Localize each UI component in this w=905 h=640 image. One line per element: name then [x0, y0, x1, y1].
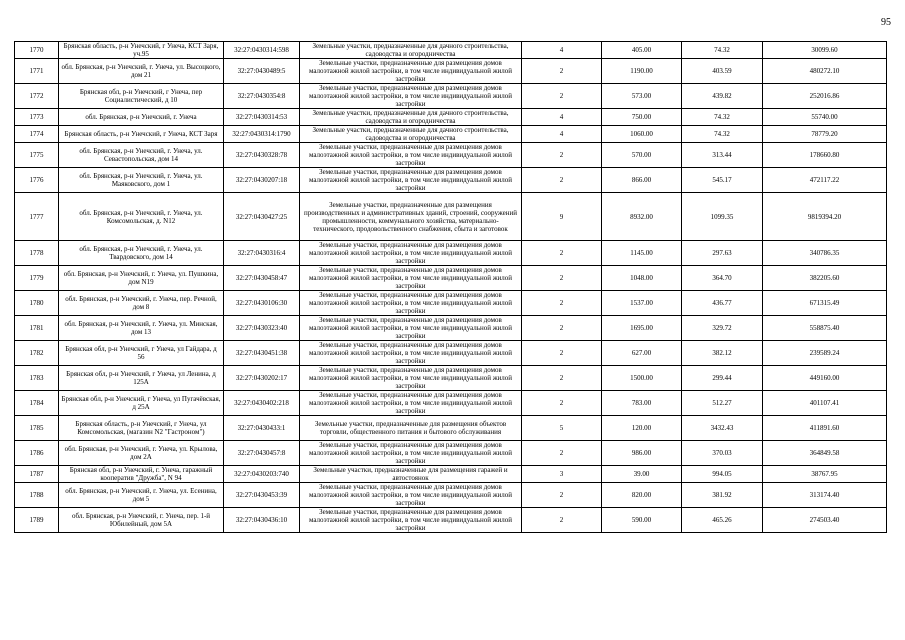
address-cell: Брянская обл, р-н Унечский, г Унеча, ул Ленина, д 125А: [59, 366, 224, 391]
row-number-cell: 1774: [15, 126, 59, 143]
address-cell: обл. Брянская, р-н Унечский, г. Унеча, ул. Есенина, дом 5: [59, 483, 224, 508]
cadastral-number-cell: 32:27:0430457:8: [224, 441, 300, 466]
area-cell: 120.00: [602, 416, 682, 441]
area-cell: 1145.00: [602, 241, 682, 266]
row-number-cell: 1786: [15, 441, 59, 466]
address-cell: обл. Брянская, р-н Унечский, г. Унеча, ул. Маяковского, дом 1: [59, 168, 224, 193]
land-use-cell: Земельные участки, предназначенные для дачного строительства, садоводства и огородничества: [300, 126, 522, 143]
cadastral-value-cell: 239589.24: [763, 341, 887, 366]
land-use-cell: Земельные участки, предназначенные для размещения домов малоэтажной жилой застройки, в том числе индивидуальной жилой застройки: [300, 316, 522, 341]
specific-value-cell: 465.26: [682, 508, 763, 533]
row-number-cell: 1785: [15, 416, 59, 441]
address-cell: обл. Брянская, р-н Унечский, г. Унеча, ул. Комсомольская, д. N12: [59, 193, 224, 241]
table-row: [15, 441, 887, 466]
table-row: [15, 126, 887, 143]
cadastral-number-cell: 32:27:0430458:47: [224, 266, 300, 291]
row-number-cell: 1770: [15, 42, 59, 59]
land-use-cell: Земельные участки, предназначенные для размещения домов малоэтажной жилой застройки, в том числе индивидуальной жилой застройки: [300, 483, 522, 508]
specific-value-cell: 329.72: [682, 316, 763, 341]
address-cell: Брянская обл, р-н Унечский, г Унеча, ул Гайдара, д 56: [59, 341, 224, 366]
specific-value-cell: 545.17: [682, 168, 763, 193]
row-number-cell: 1783: [15, 366, 59, 391]
area-cell: 570.00: [602, 143, 682, 168]
table-row: [15, 391, 887, 416]
specific-value-cell: 74.32: [682, 42, 763, 59]
row-number-cell: 1771: [15, 59, 59, 84]
row-number-cell: 1773: [15, 109, 59, 126]
cadastral-value-cell: 55740.00: [763, 109, 887, 126]
land-use-cell: Земельные участки, предназначенные для размещения гаражей и автостоянок: [300, 466, 522, 483]
page-number: 95: [881, 17, 891, 28]
group-cell: 2: [522, 483, 602, 508]
address-cell: Брянская обл, р-н Унечский, г. Унеча, гаражный кооператив "Дружба", N 94: [59, 466, 224, 483]
area-cell: 590.00: [602, 508, 682, 533]
cadastral-number-cell: 32:27:0430323:40: [224, 316, 300, 341]
row-number-cell: 1779: [15, 266, 59, 291]
group-cell: 2: [522, 391, 602, 416]
row-number-cell: 1781: [15, 316, 59, 341]
cadastral-value-cell: 480272.10: [763, 59, 887, 84]
land-use-cell: Земельные участки, предназначенные для размещения домов малоэтажной жилой застройки, в том числе индивидуальной жилой застройки: [300, 391, 522, 416]
cadastral-number-cell: 32:27:0430453:39: [224, 483, 300, 508]
cadastral-number-cell: 32:27:0430106:30: [224, 291, 300, 316]
land-use-cell: Земельные участки, предназначенные для размещения домов малоэтажной жилой застройки, в том числе индивидуальной жилой застройки: [300, 266, 522, 291]
area-cell: 39.00: [602, 466, 682, 483]
area-cell: 986.00: [602, 441, 682, 466]
address-cell: Брянская область, р-н Унечский, г Унеча, ул Комсомольская, (магазин N2 "Гастроном"): [59, 416, 224, 441]
cadastral-number-cell: 32:27:0430314:598: [224, 42, 300, 59]
group-cell: 5: [522, 416, 602, 441]
cadastral-number-cell: 32:27:0430316:4: [224, 241, 300, 266]
land-use-cell: Земельные участки, предназначенные для размещения домов малоэтажной жилой застройки, в том числе индивидуальной жилой застройки: [300, 59, 522, 84]
group-cell: 2: [522, 168, 602, 193]
group-cell: 2: [522, 241, 602, 266]
land-use-cell: Земельные участки, предназначенные для размещения домов малоэтажной жилой застройки, в том числе индивидуальной жилой застройки: [300, 291, 522, 316]
area-cell: 820.00: [602, 483, 682, 508]
table-row: [15, 416, 887, 441]
address-cell: обл. Брянская, р-н Унечский, г. Унеча, ул. Высоцкого, дом 21: [59, 59, 224, 84]
land-use-cell: Земельные участки, предназначенные для размещения домов малоэтажной жилой застройки, в том числе индивидуальной жилой застройки: [300, 84, 522, 109]
table-row: [15, 483, 887, 508]
area-cell: 627.00: [602, 341, 682, 366]
cadastral-value-cell: 411891.60: [763, 416, 887, 441]
land-use-cell: Земельные участки, предназначенные для размещения домов малоэтажной жилой застройки, в том числе индивидуальной жилой застройки: [300, 241, 522, 266]
cadastral-value-cell: 178660.80: [763, 143, 887, 168]
group-cell: 2: [522, 316, 602, 341]
cadastral-number-cell: 32:27:0430202:17: [224, 366, 300, 391]
group-cell: 2: [522, 341, 602, 366]
cadastral-value-table: [14, 41, 887, 533]
area-cell: 866.00: [602, 168, 682, 193]
row-number-cell: 1789: [15, 508, 59, 533]
area-cell: 1048.00: [602, 266, 682, 291]
specific-value-cell: 364.70: [682, 266, 763, 291]
cadastral-value-cell: 313174.40: [763, 483, 887, 508]
land-use-cell: Земельные участки, предназначенные для размещения домов малоэтажной жилой застройки, в том числе индивидуальной жилой застройки: [300, 441, 522, 466]
cadastral-number-cell: 32:27:0430314:1790: [224, 126, 300, 143]
table-row: [15, 466, 887, 483]
row-number-cell: 1787: [15, 466, 59, 483]
group-cell: 2: [522, 441, 602, 466]
cadastral-value-cell: 671315.49: [763, 291, 887, 316]
cadastral-value-cell: 558875.40: [763, 316, 887, 341]
area-cell: 1695.00: [602, 316, 682, 341]
table-row: [15, 42, 887, 59]
row-number-cell: 1772: [15, 84, 59, 109]
cadastral-number-cell: 32:27:0430451:38: [224, 341, 300, 366]
table-body: [15, 42, 887, 533]
specific-value-cell: 313.44: [682, 143, 763, 168]
cadastral-number-cell: 32:27:0430433:1: [224, 416, 300, 441]
address-cell: Брянская область, р-н Унечский, г Унеча, КСТ Заря: [59, 126, 224, 143]
table-row: [15, 366, 887, 391]
specific-value-cell: 381.92: [682, 483, 763, 508]
table-row: [15, 508, 887, 533]
land-use-cell: Земельные участки, предназначенные для размещения производственных и административных зданий, строений, сооружений промышленности, коммунального хозяйства, материально-технического, продовольственного снабжения, сбыта и заготовок: [300, 193, 522, 241]
specific-value-cell: 299.44: [682, 366, 763, 391]
cadastral-number-cell: 32:27:0430436:10: [224, 508, 300, 533]
group-cell: 9: [522, 193, 602, 241]
table-row: [15, 84, 887, 109]
table-row: [15, 316, 887, 341]
area-cell: 1060.00: [602, 126, 682, 143]
group-cell: 4: [522, 109, 602, 126]
area-cell: 1190.00: [602, 59, 682, 84]
specific-value-cell: 436.77: [682, 291, 763, 316]
table-row: [15, 193, 887, 241]
group-cell: 4: [522, 126, 602, 143]
cadastral-value-cell: 78779.20: [763, 126, 887, 143]
address-cell: обл. Брянская, р-н Унечский, г. Унеча, ул. Пушкина, дом N19: [59, 266, 224, 291]
cadastral-value-cell: 382205.60: [763, 266, 887, 291]
area-cell: 8932.00: [602, 193, 682, 241]
cadastral-number-cell: 32:27:0430314:53: [224, 109, 300, 126]
area-cell: 573.00: [602, 84, 682, 109]
table-row: [15, 59, 887, 84]
address-cell: обл. Брянская, р-н Унечский, г. Унеча, пер. 1-й Юбилейный, дом 5А: [59, 508, 224, 533]
cadastral-value-cell: 252016.86: [763, 84, 887, 109]
cadastral-value-cell: 401107.41: [763, 391, 887, 416]
cadastral-value-cell: 472117.22: [763, 168, 887, 193]
cadastral-value-cell: 9819394.20: [763, 193, 887, 241]
specific-value-cell: 3432.43: [682, 416, 763, 441]
row-number-cell: 1784: [15, 391, 59, 416]
area-cell: 405.00: [602, 42, 682, 59]
group-cell: 3: [522, 466, 602, 483]
address-cell: Брянская обл, р-н Унечский, г Унеча, ул Пугачёвская, д 25А: [59, 391, 224, 416]
specific-value-cell: 382.12: [682, 341, 763, 366]
specific-value-cell: 403.59: [682, 59, 763, 84]
group-cell: 2: [522, 266, 602, 291]
table-row: [15, 266, 887, 291]
address-cell: обл. Брянская, р-н Унечский, г. Унеча, ул. Крылова, дом 2А: [59, 441, 224, 466]
land-use-cell: Земельные участки, предназначенные для размещения домов малоэтажной жилой застройки, в том числе индивидуальной жилой застройки: [300, 341, 522, 366]
cadastral-value-cell: 30099.60: [763, 42, 887, 59]
area-cell: 750.00: [602, 109, 682, 126]
row-number-cell: 1778: [15, 241, 59, 266]
area-cell: 783.00: [602, 391, 682, 416]
group-cell: 4: [522, 42, 602, 59]
cadastral-number-cell: 32:27:0430328:78: [224, 143, 300, 168]
specific-value-cell: 439.82: [682, 84, 763, 109]
group-cell: 2: [522, 508, 602, 533]
cadastral-value-cell: 340786.35: [763, 241, 887, 266]
row-number-cell: 1788: [15, 483, 59, 508]
address-cell: обл. Брянская, р-н Унечский, г. Унеча, ул. Твардовского, дом 14: [59, 241, 224, 266]
row-number-cell: 1776: [15, 168, 59, 193]
land-use-cell: Земельные участки, предназначенные для дачного строительства, садоводства и огородничества: [300, 42, 522, 59]
table-row: [15, 109, 887, 126]
land-use-cell: Земельные участки, предназначенные для размещения домов малоэтажной жилой застройки, в том числе индивидуальной жилой застройки: [300, 366, 522, 391]
specific-value-cell: 512.27: [682, 391, 763, 416]
cadastral-number-cell: 32:27:0430427:25: [224, 193, 300, 241]
row-number-cell: 1782: [15, 341, 59, 366]
group-cell: 2: [522, 84, 602, 109]
land-use-cell: Земельные участки, предназначенные для размещения объектов торговли, общественного питания и бытового обслуживания: [300, 416, 522, 441]
land-use-cell: Земельные участки, предназначенные для размещения домов малоэтажной жилой застройки, в том числе индивидуальной жилой застройки: [300, 168, 522, 193]
specific-value-cell: 1099.35: [682, 193, 763, 241]
address-cell: обл. Брянская, р-н Унечский, г. Унеча, пер. Речной, дом 8: [59, 291, 224, 316]
address-cell: обл. Брянская, р-н Унечский, г. Унеча: [59, 109, 224, 126]
cadastral-value-cell: 38767.95: [763, 466, 887, 483]
land-use-cell: Земельные участки, предназначенные для дачного строительства, садоводства и огородничества: [300, 109, 522, 126]
address-cell: Брянская область, р-н Унечский, г Унеча, КСТ Заря, уч.95: [59, 42, 224, 59]
table-row: [15, 341, 887, 366]
address-cell: обл. Брянская, р-н Унечский, г. Унеча, ул. Севастопольская, дом 14: [59, 143, 224, 168]
cadastral-number-cell: 32:27:0430402:218: [224, 391, 300, 416]
group-cell: 2: [522, 143, 602, 168]
area-cell: 1537.00: [602, 291, 682, 316]
cadastral-value-cell: 449160.00: [763, 366, 887, 391]
table-row: [15, 241, 887, 266]
land-use-cell: Земельные участки, предназначенные для размещения домов малоэтажной жилой застройки, в том числе индивидуальной жилой застройки: [300, 143, 522, 168]
cadastral-number-cell: 32:27:0430207:18: [224, 168, 300, 193]
cadastral-number-cell: 32:27:0430489:5: [224, 59, 300, 84]
address-cell: обл. Брянская, р-н Унечский, г. Унеча, ул. Минская, дом 13: [59, 316, 224, 341]
specific-value-cell: 370.03: [682, 441, 763, 466]
cadastral-number-cell: 32:27:0430354:8: [224, 84, 300, 109]
group-cell: 2: [522, 366, 602, 391]
cadastral-value-cell: 364849.58: [763, 441, 887, 466]
specific-value-cell: 74.32: [682, 109, 763, 126]
row-number-cell: 1777: [15, 193, 59, 241]
specific-value-cell: 297.63: [682, 241, 763, 266]
cadastral-number-cell: 32:27:0430203:740: [224, 466, 300, 483]
table-row: [15, 143, 887, 168]
row-number-cell: 1780: [15, 291, 59, 316]
table-row: [15, 291, 887, 316]
row-number-cell: 1775: [15, 143, 59, 168]
land-use-cell: Земельные участки, предназначенные для размещения домов малоэтажной жилой застройки, в том числе индивидуальной жилой застройки: [300, 508, 522, 533]
specific-value-cell: 994.05: [682, 466, 763, 483]
area-cell: 1500.00: [602, 366, 682, 391]
group-cell: 2: [522, 291, 602, 316]
cadastral-value-cell: 274503.40: [763, 508, 887, 533]
address-cell: Брянская обл, р-н Унечский, г Унеча, пер Социалистический, д 10: [59, 84, 224, 109]
table-row: [15, 168, 887, 193]
group-cell: 2: [522, 59, 602, 84]
specific-value-cell: 74.32: [682, 126, 763, 143]
